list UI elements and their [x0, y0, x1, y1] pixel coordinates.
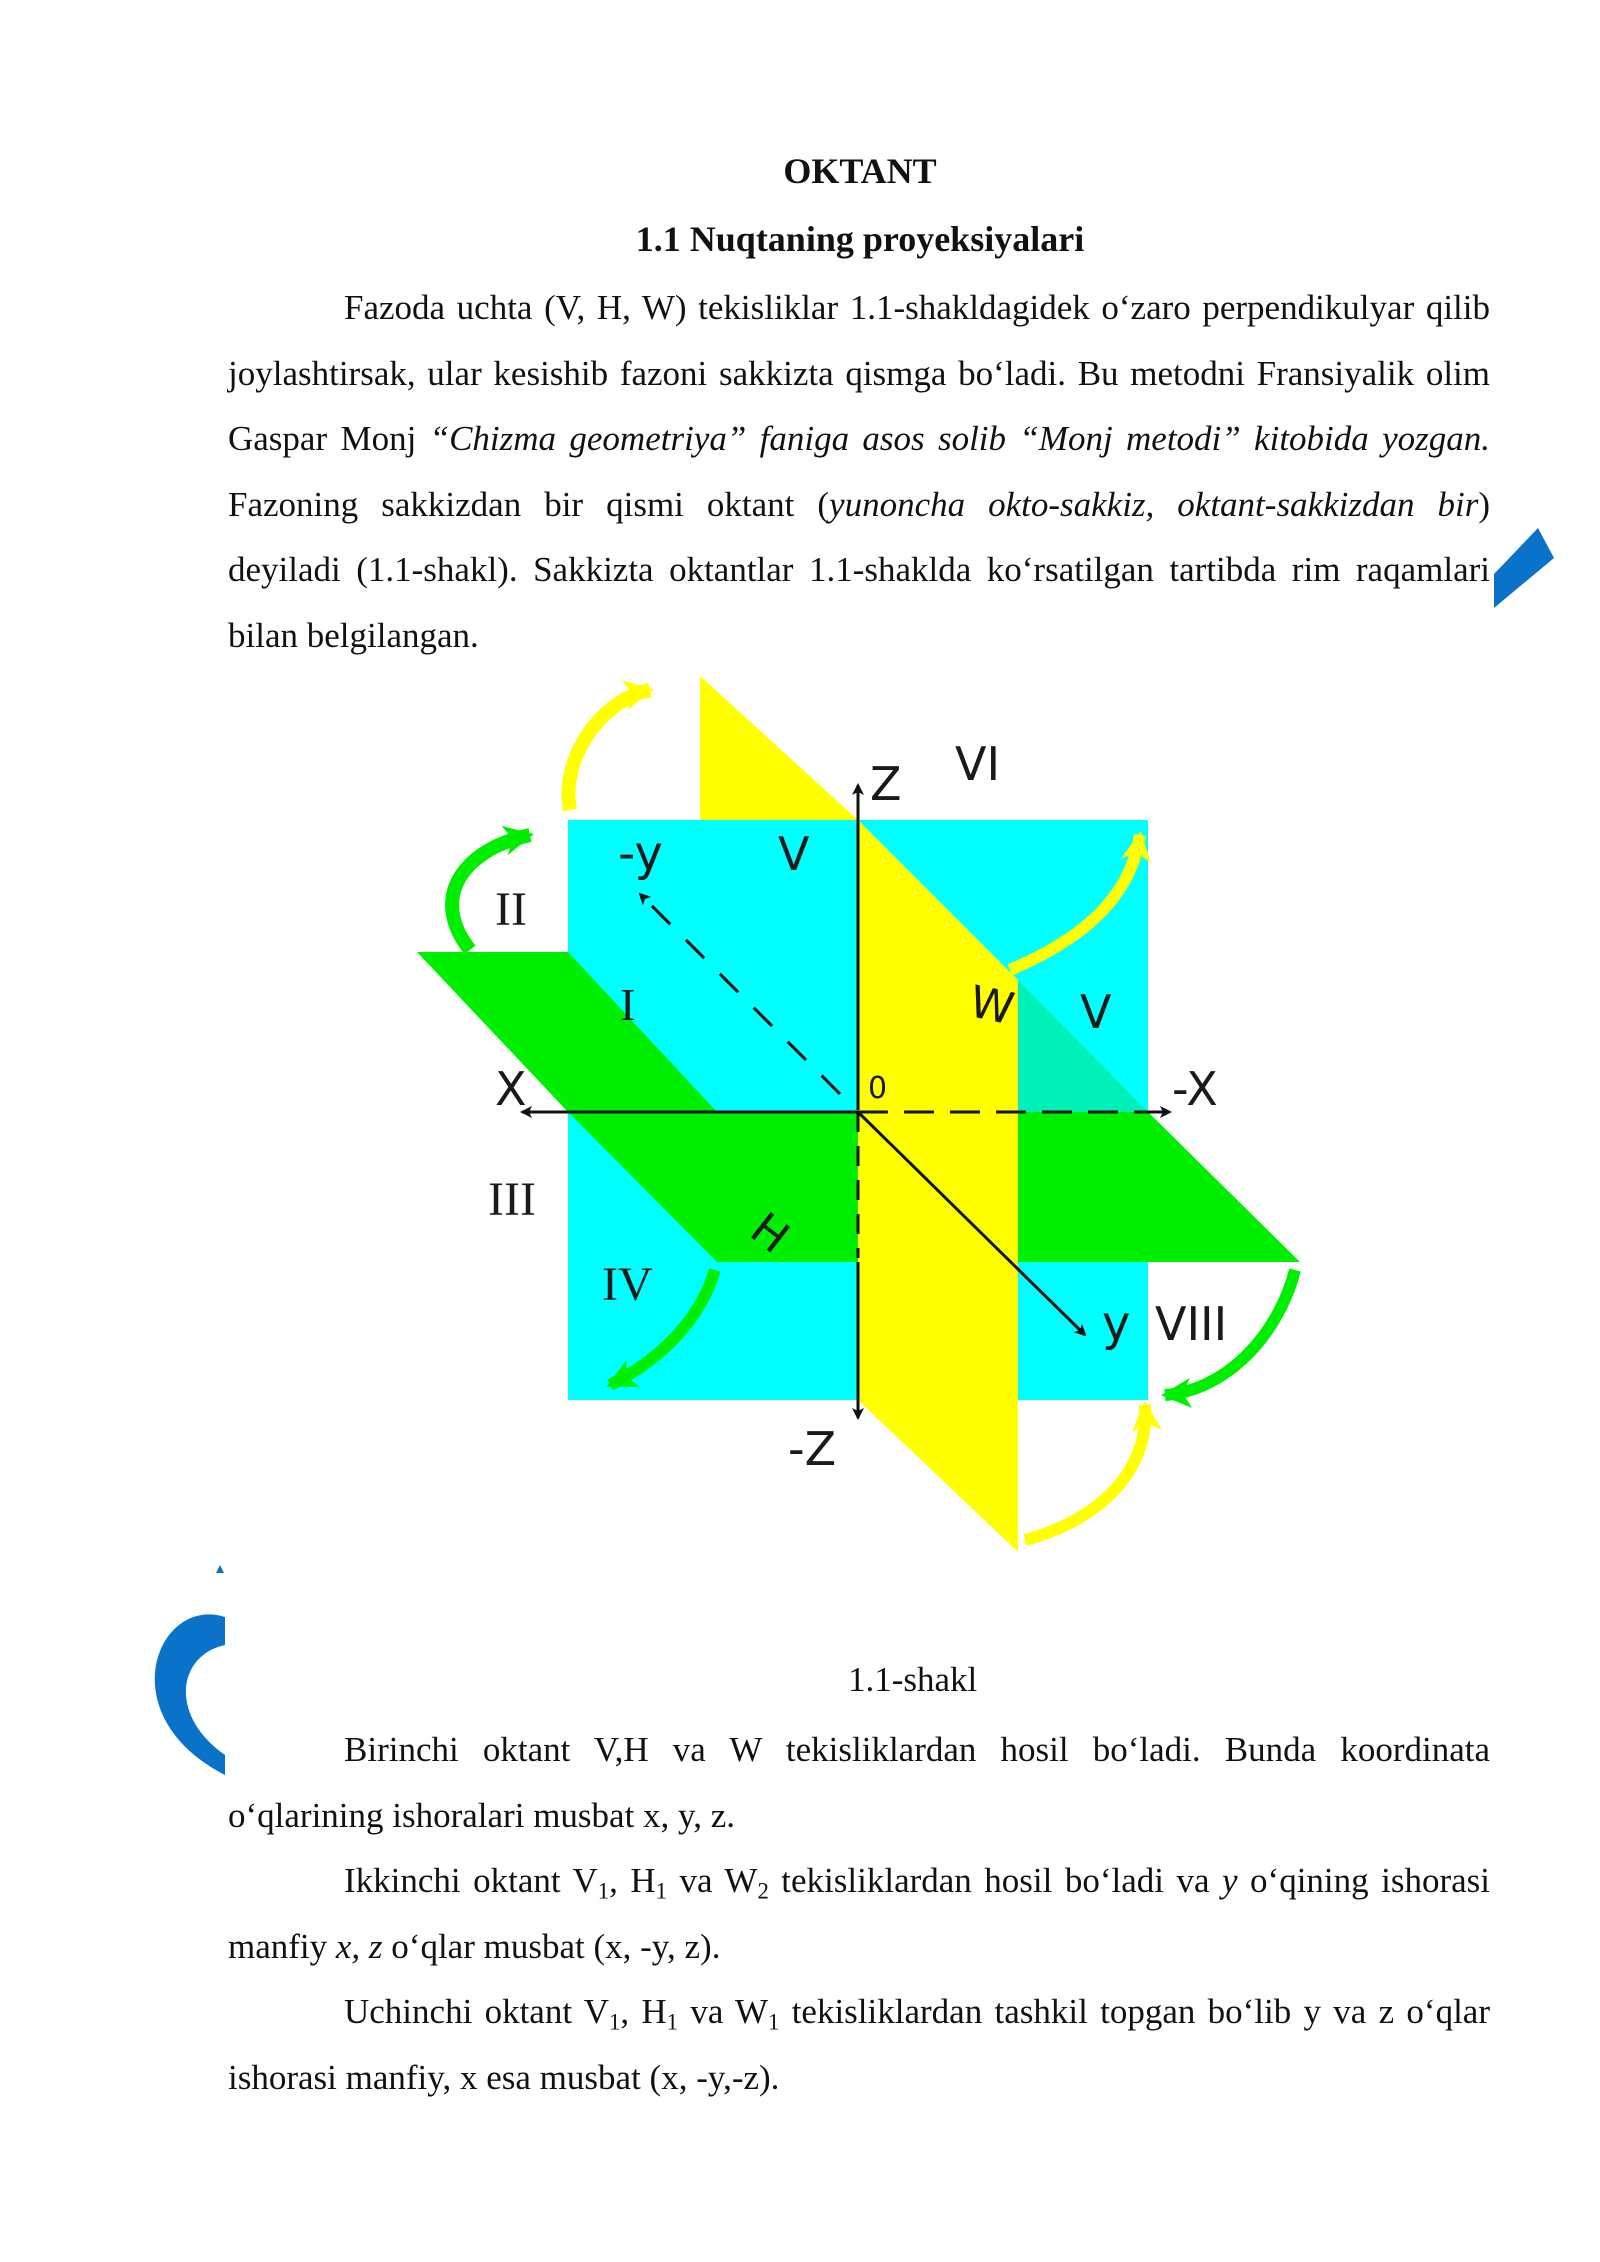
octant-label-ii: II: [495, 883, 527, 936]
italic-run: yunoncha okto-sakkiz, oktant-sakkizdan bir: [829, 484, 1479, 524]
text-run: , H: [609, 1861, 656, 1900]
axis-label-x: X: [495, 1062, 527, 1116]
axis-label-neg-x: -X: [1172, 1062, 1218, 1116]
octant-label-iii: III: [488, 1173, 536, 1226]
text-run: Ikkinchi oktant V: [344, 1861, 598, 1900]
subscript: 1: [597, 1878, 610, 1904]
axis-label-z: Z: [870, 757, 902, 811]
plane-label-v: V: [1080, 985, 1112, 1039]
blue-corner-decoration: [1488, 522, 1558, 614]
rotation-arrow-yellow: [1025, 1405, 1145, 1540]
text-run: Birinchi oktant V,H va W tekisliklardan hosil bo‘ladi. Bunda koordinata o‘qlarining ishoralari musbat x, y, z.: [228, 1730, 1490, 1835]
axis-label-neg-z: -Z: [788, 1422, 837, 1476]
subscript: 2: [757, 1878, 769, 1904]
italic-run: x, z: [335, 1926, 383, 1966]
plane-label-h: H: [740, 1203, 799, 1264]
subscript: 1: [666, 2009, 679, 2035]
text-run: o‘qlar musbat (x, -y, z).: [382, 1926, 721, 1966]
text-run: va W: [667, 1861, 758, 1900]
italic-run: y: [1222, 1861, 1238, 1900]
figure-caption: 1.1-shakl: [848, 1660, 978, 1699]
profile-plane-w-bottom: [858, 1400, 1018, 1552]
rotation-arrow-yellow: [568, 690, 650, 810]
section-heading: 1.1 Nuqtaning proyeksiyalari: [635, 219, 1085, 259]
horizontal-plane-h-back: [417, 952, 568, 1112]
subscript: 1: [608, 2009, 621, 2035]
paragraph-first-octant: [228, 1717, 1490, 1848]
octant-label-vi: VI: [955, 737, 1001, 791]
paragraph-second-octant: [228, 1848, 1490, 1979]
octant-label-iv: IV: [602, 1258, 653, 1311]
subscript: 1: [655, 1878, 668, 1904]
plane-label-v: V: [778, 827, 810, 881]
octant-label-viii: VIII: [1155, 1297, 1228, 1351]
origin-label: 0: [868, 1071, 888, 1106]
text-run: Fazoning sakkizdan bir qismi oktant (: [228, 484, 830, 524]
text-run: ) deyiladi (1.1-shakl). Sakkizta oktantlar 1.1-shaklda ko‘rsatilgan tartibda rim raqamlari bilan belgilangan.: [228, 484, 1490, 655]
subscript: 1: [768, 2009, 780, 2035]
blue-crescent-decoration: [128, 1565, 228, 1805]
text-run: va W: [678, 1992, 769, 2031]
italic-run: “Chizma geometriya” faniga asos solib “Monj metodi” kitobida yozgan.: [429, 419, 1490, 458]
text-run: , H: [620, 1992, 667, 2031]
axis-label-y: y: [1102, 1296, 1131, 1352]
profile-plane-w-top: [700, 676, 858, 820]
octant-label-i: I: [620, 979, 636, 1030]
text-run: Fazoda uchta (V, H, W) tekisliklar 1.1-shakldagidek o‘zaro perpendikulyar qilib joylashtirsak, ular kesishib fazoni sakkizta qismga bo‘ladi. Bu metodni Fransiyalik olim Gaspar Monj: [228, 288, 1490, 458]
plane-label-w: W: [965, 976, 1019, 1036]
page-title: OKTANT: [783, 151, 937, 191]
paragraph-third-octant: [228, 1979, 1490, 2110]
text-run: tekisliklardan tashkil topgan bo‘lib y va z o‘qlar ishorasi manfiy, x esa musbat (x, -y,-z).: [228, 1992, 1490, 2097]
axis-label-neg-y: -y: [618, 826, 663, 882]
text-run: o‘qining ishorasi manfiy: [228, 1861, 1491, 1966]
text-run: tekisliklardan hosil bo‘ladi va: [768, 1861, 1222, 1900]
text-run: Uchinchi oktant V: [344, 1992, 609, 2031]
